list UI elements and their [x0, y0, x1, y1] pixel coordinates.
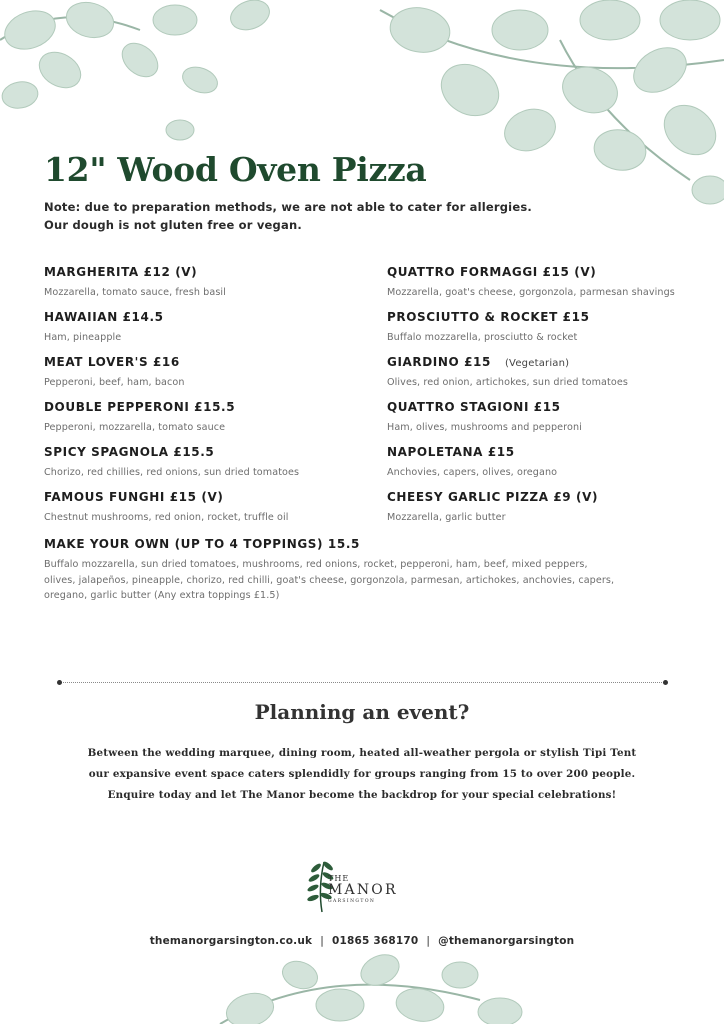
toppings-list [44, 557, 644, 604]
pizza-name: QUATTRO STAGIONI £15 [387, 400, 561, 414]
separator: | [426, 935, 431, 947]
social-handle[interactable]: @themanorgarsington [438, 935, 575, 947]
pizza-description: Pepperoni, mozzarella, tomato sauce [44, 422, 226, 433]
toppings-line: oregano, garlic butter (Any extra toppings £1.5) [44, 590, 280, 601]
pizza-name: FAMOUS FUNGHI £15 (V) [44, 490, 224, 504]
logo-place: GARSINGTON [328, 899, 376, 904]
pizza-description: Anchovies, capers, olives, oregano [387, 467, 558, 478]
pizza-name: MAKE YOUR OWN (UP TO 4 TOPPINGS) 15.5 [44, 537, 360, 551]
pizza-description: Pepperoni, beef, ham, bacon [44, 377, 185, 388]
note-line: Our dough is not gluten free or vegan. [44, 218, 302, 232]
pizza-item [44, 444, 299, 478]
pizza-name: CHEESY GARLIC PIZZA £9 (V) [387, 490, 599, 504]
pizza-item [387, 309, 590, 343]
divider-dot [57, 680, 62, 685]
pizza-name: MARGHERITA £12 (V) [44, 265, 198, 279]
pizza-item [44, 264, 226, 298]
toppings-line: olives, jalapeños, pineapple, chorizo, red chilli, goat's cheese, gorgonzola, parmesan, artichokes, anchovies, capers, [44, 574, 615, 586]
pizza-item [387, 444, 557, 478]
logo-the: THE [328, 874, 350, 883]
pizza-name: SPICY SPAGNOLA £15.5 [44, 445, 215, 459]
pizza-name: QUATTRO FORMAGGI £15 (V) [387, 265, 597, 279]
pizza-description: Ham, pineapple [44, 332, 122, 343]
contact-footer [0, 935, 724, 947]
make-your-own-item [44, 536, 644, 604]
pizza-name: PROSCIUTTO & ROCKET £15 [387, 310, 590, 324]
pizza-item [44, 309, 164, 343]
pizza-description: Chestnut mushrooms, red onion, rocket, truffle oil [44, 512, 289, 523]
pizza-item [387, 354, 628, 388]
pizza-description: Mozzarella, garlic butter [387, 512, 506, 523]
divider-dot [663, 680, 668, 685]
pizza-description: Mozzarella, tomato sauce, fresh basil [44, 287, 226, 298]
pizza-item [387, 399, 582, 433]
pizza-description: Ham, olives, mushrooms and pepperoni [387, 422, 582, 433]
manor-logo-wordmark [328, 874, 398, 905]
toppings-line: Buffalo mozzarella, sun dried tomatoes, mushrooms, red onions, rocket, pepperoni, ham, beef, mixed peppers, [44, 559, 588, 570]
event-heading: Planning an event? [254, 700, 470, 724]
event-line: Enquire today and let The Manor become the backdrop for your special celebrations! [107, 789, 617, 801]
allergy-note [44, 198, 532, 234]
pizza-name: MEAT LOVER'S £16 [44, 355, 180, 369]
note-line: Note: due to preparation methods, we are not able to cater for allergies. [44, 200, 532, 214]
event-description [0, 743, 724, 806]
pizza-description: Chorizo, red chillies, red onions, sun dried tomatoes [44, 467, 300, 478]
menu-title: 12" Wood Oven Pizza [44, 150, 427, 189]
vegetarian-tag: (Vegetarian) [504, 358, 570, 369]
section-divider [59, 682, 666, 683]
pizza-description: Buffalo mozzarella, prosciutto & rocket [387, 332, 578, 343]
logo-manor: MANOR [328, 882, 398, 898]
separator: | [320, 935, 324, 947]
pizza-item [44, 489, 289, 523]
pizza-name [387, 354, 628, 370]
pizza-item [44, 399, 235, 433]
pizza-name: DOUBLE PEPPERONI £15.5 [44, 400, 236, 414]
pizza-item [44, 354, 185, 388]
pizza-name: HAWAIIAN £14.5 [44, 310, 164, 324]
phone-number[interactable]: 01865 368170 [331, 935, 419, 947]
website-link[interactable]: themanorgarsington.co.uk [149, 935, 313, 947]
pizza-name: NAPOLETANA £15 [387, 445, 515, 459]
pizza-item [387, 489, 598, 523]
pizza-item [387, 264, 675, 298]
pizza-description: Mozzarella, goat's cheese, gorgonzola, parmesan shavings [387, 287, 675, 298]
event-line: our expansive event space caters splendidly for groups ranging from 15 to over 200 people. [88, 768, 636, 780]
pizza-name-text: GIARDINO £15 [387, 355, 491, 369]
pizza-description: Olives, red onion, artichokes, sun dried tomatoes [387, 377, 628, 388]
event-line: Between the wedding marquee, dining room, heated all-weather pergola or stylish Tipi Tent [87, 747, 637, 759]
